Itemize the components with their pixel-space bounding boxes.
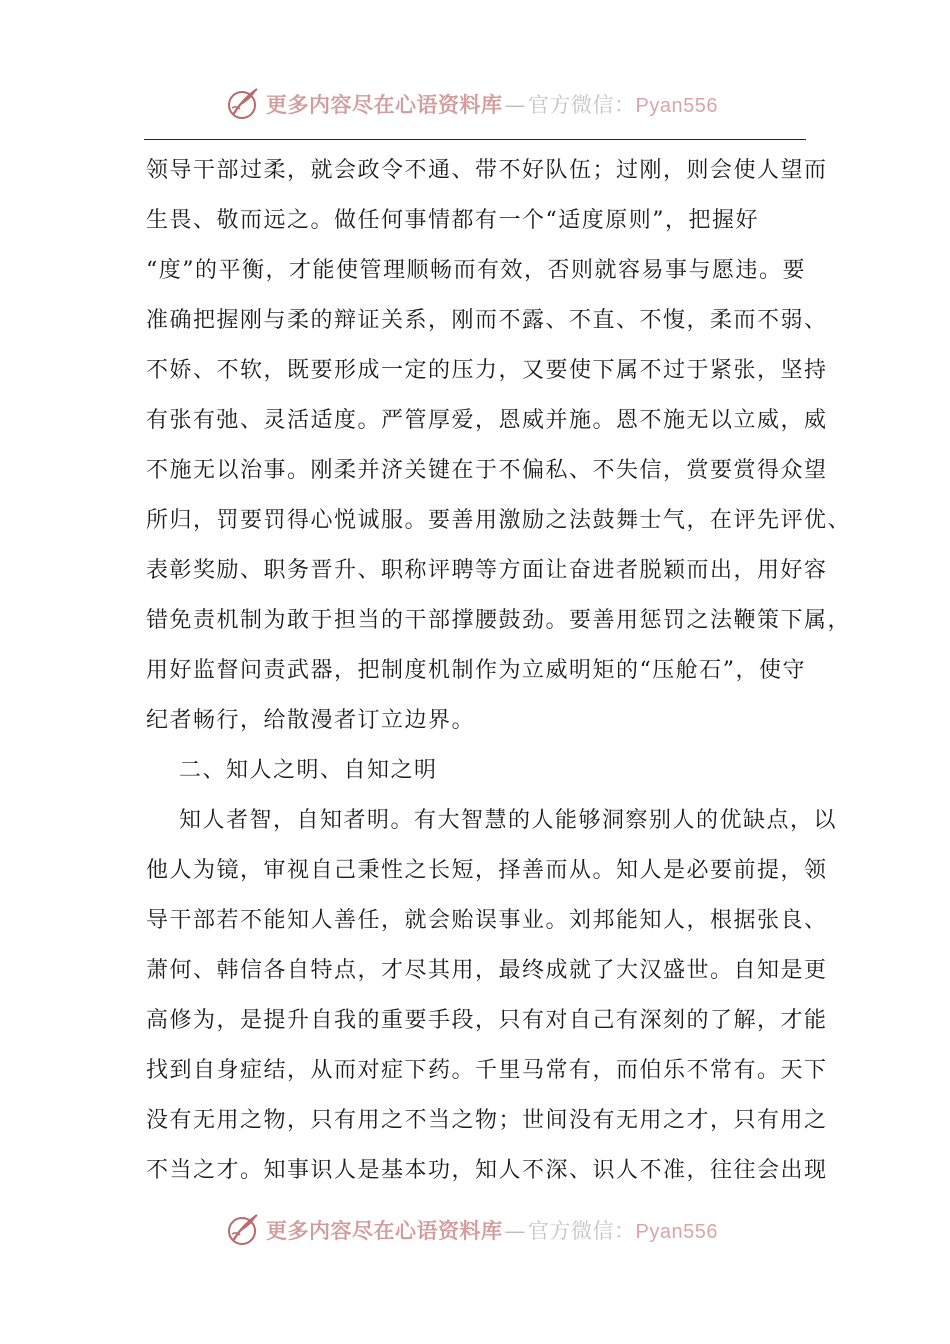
footer-banner-content [222,1208,718,1252]
header-divider [144,139,806,140]
body-line: 知人者智，自知者明。有大智慧的人能够洞察别人的优缺点，以 [179,808,838,833]
body-line: 有张有弛、灵活适度。严管厚爱，恩威并施。恩不施无以立威，威 [146,408,828,433]
banner-brand: 更多内容尽在心语资料库 [266,1218,503,1243]
body-line: 找到自身症结，从而对症下药。千里马常有，而伯乐不常有。天下 [146,1058,828,1083]
header-banner-text [266,89,718,119]
body-line: 高修为，是提升自我的重要手段，只有对自己有深刻的了解，才能 [146,1008,828,1033]
body-line: 准确把握刚与柔的辩证关系，刚而不露、不直、不愎，柔而不弱、 [146,308,828,333]
body-line: 他人为镜，审视自己秉性之长短，择善而从。知人是必要前提，领 [146,858,828,883]
body-line: 生畏、敬而远之。做任何事情都有一个“适度原则”，把握好 [146,208,759,233]
body-line: 所归，罚要罚得心悦诚服。要善用激励之法鼓舞士气，在评先评优、 [146,508,852,533]
quill-logo-icon [222,1210,262,1250]
body-line: 用好监督问责武器，把制度机制作为立威明矩的“压舱石”，使守 [146,658,806,683]
body-line: 纪者畅行，给散漫者订立边界。 [146,708,476,733]
document-body [146,146,852,1196]
footer-banner-text [266,1215,718,1245]
body-line: 错免责机制为敢于担当的干部撑腰鼓劲。要善用惩罚之法鞭策下属， [146,608,852,633]
section-heading: 二、知人之明、自知之明 [179,758,438,783]
body-line: 领导干部过柔，就会政令不通、带不好队伍；过刚，则会使人望而 [146,158,828,183]
banner-dash: — [504,1219,526,1243]
banner-dash: — [504,93,526,117]
body-line: 不当之才。知事识人是基本功，知人不深、识人不准，往往会出现 [146,1158,828,1183]
banner-brand: 更多内容尽在心语资料库 [266,92,503,117]
body-line: 没有无用之物，只有用之不当之物；世间没有无用之才，只有用之 [146,1108,828,1133]
header-banner [0,82,950,126]
header-banner-content [222,82,718,126]
body-line: 萧何、韩信各自特点，才尽其用，最终成就了大汉盛世。自知是更 [146,958,828,983]
footer-banner [0,1208,950,1252]
body-line: 不施无以治事。刚柔并济关键在于不偏私、不失信，赏要赏得众望 [146,458,828,483]
body-line: 表彰奖励、职务晋升、职称评聘等方面让奋进者脱颖而出，用好容 [146,558,828,583]
banner-wechat-id: Pyan556 [635,1221,718,1243]
body-line: 不娇、不软，既要形成一定的压力，又要使下属不过于紧张，坚持 [146,358,828,383]
banner-wechat-id: Pyan556 [635,95,718,117]
quill-logo-icon [222,84,262,124]
banner-wechat-label: 官方微信： [528,1219,636,1243]
body-line: “度”的平衡，才能使管理顺畅而有效，否则就容易事与愿违。要 [146,258,806,283]
body-line: 导干部若不能知人善任，就会贻误事业。刘邦能知人，根据张良、 [146,908,828,933]
banner-wechat-label: 官方微信： [528,93,636,117]
